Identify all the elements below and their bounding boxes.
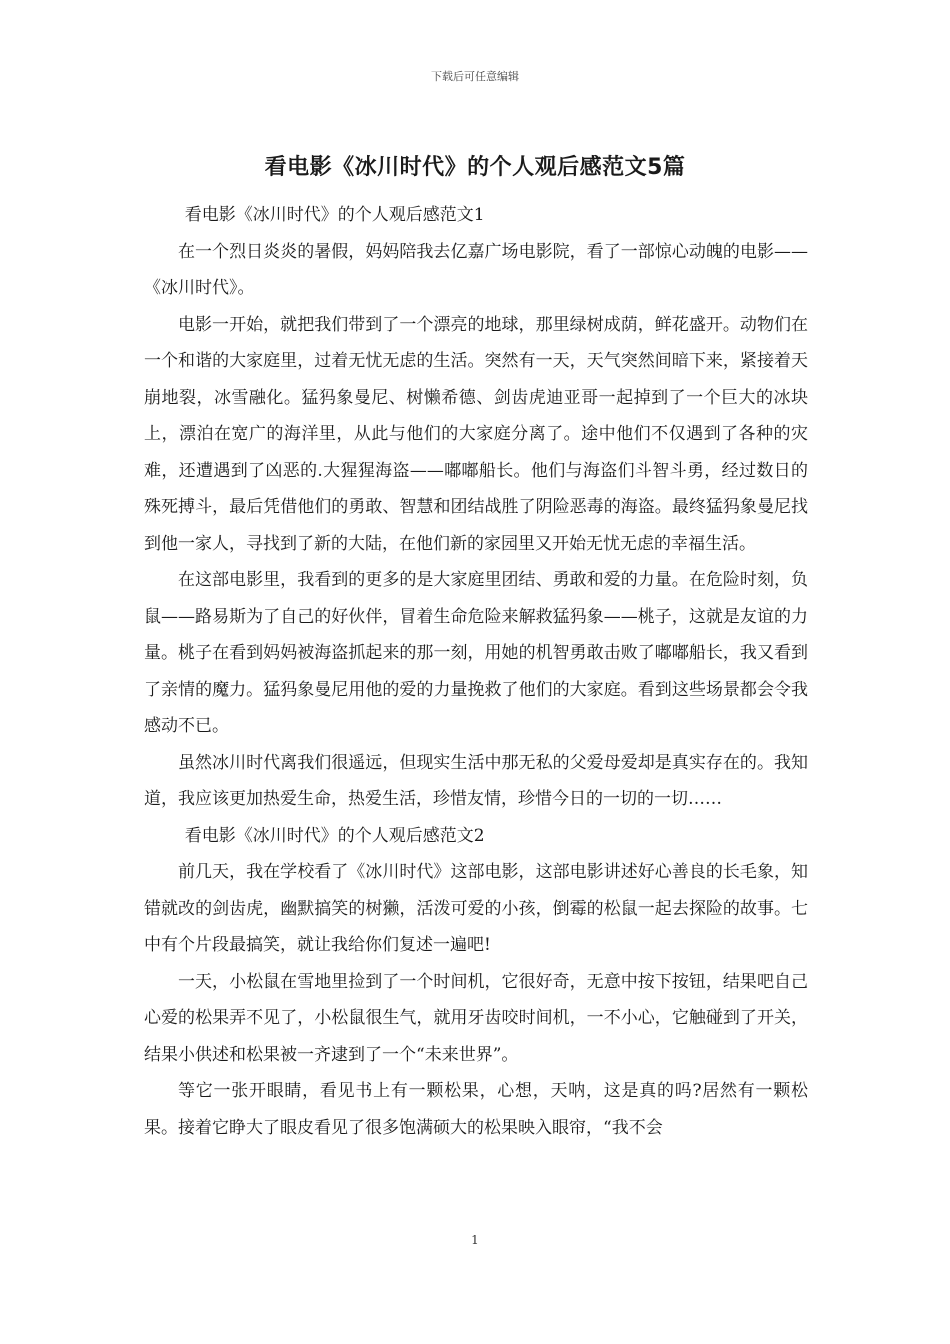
paragraph: 虽然冰川时代离我们很遥远，但现实生活中那无私的父爱母爱却是真实存在的。我知道，我应该更加热爱生命，热爱生活，珍惜友情，珍惜今日的一切的一切…… — [144, 752, 808, 809]
paragraph: 在这部电影里，我看到的更多的是大家庭里团结、勇敢和爱的力量。在危险时刻，负鼠——路易斯为了自己的好伙伴，冒着生命危险来解救猛犸象——桃子，这就是友谊的力量。桃子在看到妈妈被海盗抓起来的那一刻，用她的机智勇敢击败了嘟嘟船长，我又看到了亲情的魔力。猛犸象曼尼用他的爱的力量挽救了他们的大家庭。看到这些场景都会令我感动不已。 — [144, 570, 808, 736]
paragraph: 一天，小松鼠在雪地里捡到了一个时间机，它很好奇，无意中按下按钮，结果吧自己心爱的松果弄不见了，小松鼠很生气，就用牙齿咬时间机，一不小心，它触碰到了开关，结果小供述和松果被一齐逮到了一个“未来世界”。 — [144, 971, 808, 1065]
paragraph: 电影一开始，就把我们带到了一个漂亮的地球，那里绿树成荫，鲜花盛开。动物们在一个和谐的大家庭里，过着无忧无虑的生活。突然有一天，天气突然间暗下来，紧接着天崩地裂，冰雪融化。猛犸象曼尼、树懒希德、剑齿虎迪亚哥一起掉到了一个巨大的冰块上，漂泊在宽广的海洋里，从此与他们的大家庭分离了。途中他们不仅遇到了各种的灾难，还遭遇到了凶恶的.大猩猩海盗——嘟嘟船长。他们与海盗们斗智斗勇，经过数日的殊死搏斗，最后凭借他们的勇敢、智慧和团结战胜了阴险恶毒的海盗。最终猛犸象曼尼找到他一家人，寻找到了新的大陆，在他们新的家园里又开始无忧无虑的幸福生活。 — [144, 314, 808, 554]
document-title: 看电影《冰川时代》的个人观后感范文5篇 — [264, 155, 686, 180]
paragraph: 等它一张开眼睛，看见书上有一颗松果，心想，天呐，这是真的吗?居然有一颗松果。接着它睁大了眼皮看见了很多饱满硕大的松果映入眼帘，“我不会 — [144, 1081, 808, 1138]
section-heading-2: 看电影《冰川时代》的个人观后感范文2 — [184, 825, 485, 846]
section-heading-1: 看电影《冰川时代》的个人观后感范文1 — [184, 205, 485, 225]
document-body — [144, 197, 808, 1146]
page-number: 1 — [471, 1233, 479, 1247]
paragraph: 前几天，我在学校看了《冰川时代》这部电影，这部电影讲述好心善良的长毛象，知错就改的剑齿虎，幽默搞笑的树獭，活泼可爱的小孩，倒霉的松鼠一起去探险的故事。七中有个片段最搞笑，就让我给你们复述一遍吧! — [144, 862, 808, 955]
paragraph: 在一个烈日炎炎的暑假，妈妈陪我去亿嘉广场电影院，看了一部惊心动魄的电影——《冰川时代》。 — [144, 241, 808, 298]
header-note: 下载后可任意编辑 — [431, 70, 519, 83]
